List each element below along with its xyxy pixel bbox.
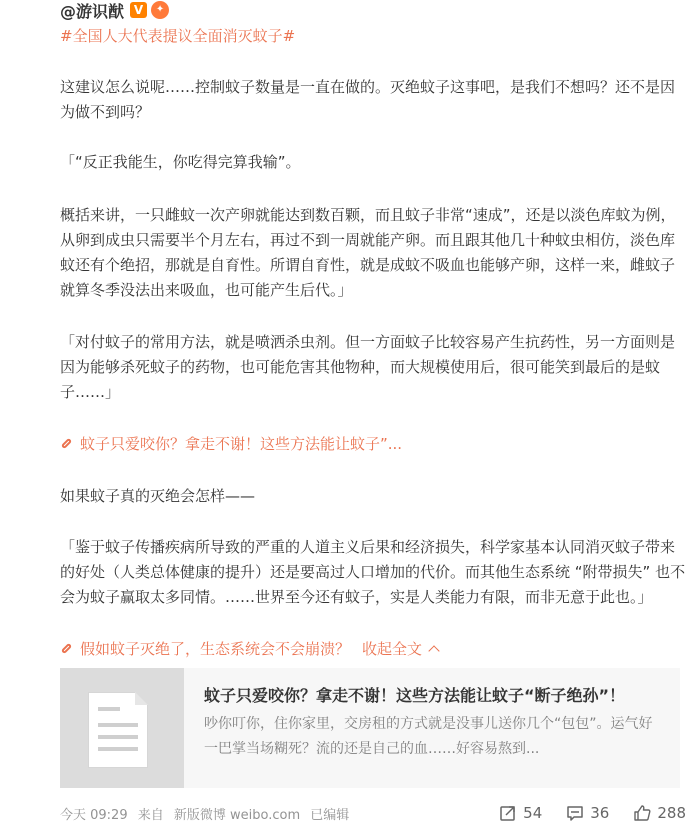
collapse-full-text-button[interactable]: 收起全文	[362, 640, 423, 658]
like-count: 288	[657, 804, 686, 822]
post-footer	[60, 800, 686, 826]
like-button[interactable]	[633, 804, 686, 822]
medal-icon: ✦	[151, 1, 169, 19]
post-paragraph: 如果蚊子真的灭绝会怎样——	[60, 487, 256, 505]
article-link-label[interactable]: 蚊子只爱咬你？拿走不谢！这些方法能让蚊子”...	[80, 435, 403, 453]
post-paragraph: 概括来讲，一只雌蚊一次产卵就能达到数百颗，而且蚊子非常“速成”，还是以淡色库蚊为例，从卵到成虫只需要半个月左右，再过不到一周就能产卵。而且跟其他几十种蚊虫相仿，淡色库蚊还有个绝招，那就是自育性。所谓自育性，就是成蚊不吸血也能够产卵，这样一来，雌蚊子就算冬季没法出来吸血，也可能产生后代。」	[60, 206, 676, 299]
comment-icon	[566, 804, 584, 822]
post-header	[60, 0, 169, 20]
edited-label[interactable]: 已编辑	[310, 807, 350, 823]
post-source[interactable]: 新版微博 weibo.com	[173, 807, 301, 823]
verified-icon: V	[130, 2, 147, 18]
repost-button[interactable]	[499, 804, 542, 822]
comment-button[interactable]	[566, 804, 609, 822]
link-preview-card[interactable]	[60, 668, 680, 788]
post-paragraph: 「“反正我能生，你吃得完算我输”。	[60, 153, 301, 171]
like-icon	[633, 804, 651, 822]
related-article-link[interactable]: 假如蚊子灭绝了，生态系统会不会崩溃？	[80, 640, 351, 658]
comment-count: 36	[590, 804, 610, 822]
link-icon	[60, 642, 74, 656]
card-thumbnail	[60, 668, 184, 788]
post-paragraph: 「对付蚊子的常用方法，就是喷洒杀虫剂。但一方面蚊子比较容易产生抗药性，另一方面则是因为能够杀死蚊子的药物，也可能危害其他物种，而大规模使用后，很可能笑到最后的是蚊子……」	[60, 333, 676, 401]
chevron-up-icon	[428, 645, 439, 656]
author-name[interactable]: @游识猷	[60, 1, 125, 21]
repost-icon	[499, 804, 517, 822]
source-prefix: 来自	[137, 807, 164, 823]
card-title[interactable]: 蚊子只爱咬你？拿走不谢！这些方法能让蚊子“断子绝孙”！	[204, 686, 626, 705]
article-link[interactable]	[60, 433, 402, 454]
document-icon	[88, 692, 148, 768]
hashtag-link[interactable]: #全国人大代表提议全面消灭蚊子#	[60, 27, 296, 45]
post-paragraph: 「鉴于蚊子传播疾病所导致的严重的人道主义后果和经济损失，科学家基本认同消灭蚊子带来的好处（人类总体健康的提升）还是要高过人口增加的代价。而其他生态系统 “附带损失” 也不会为蚊子赢取太多同情。……世界至今还有蚊子，实是人类能力有限，而非无意于此也。」	[60, 538, 686, 606]
post-time[interactable]: 今天 09:29	[60, 807, 128, 823]
repost-count: 54	[523, 804, 543, 822]
post-paragraph: 这建议怎么说呢……控制蚊子数量是一直在做的。灭绝蚊子这事吧，是我们不想吗？还不是因为做不到吗？	[60, 78, 676, 121]
related-link-row	[60, 638, 438, 659]
card-description: 吵你叮你，住你家里，交房租的方式就是没事儿送你几个“包包”。运气好一巴掌当场糊死？流的还是自己的血……好容易熬到...	[204, 716, 653, 757]
link-icon	[60, 437, 74, 451]
